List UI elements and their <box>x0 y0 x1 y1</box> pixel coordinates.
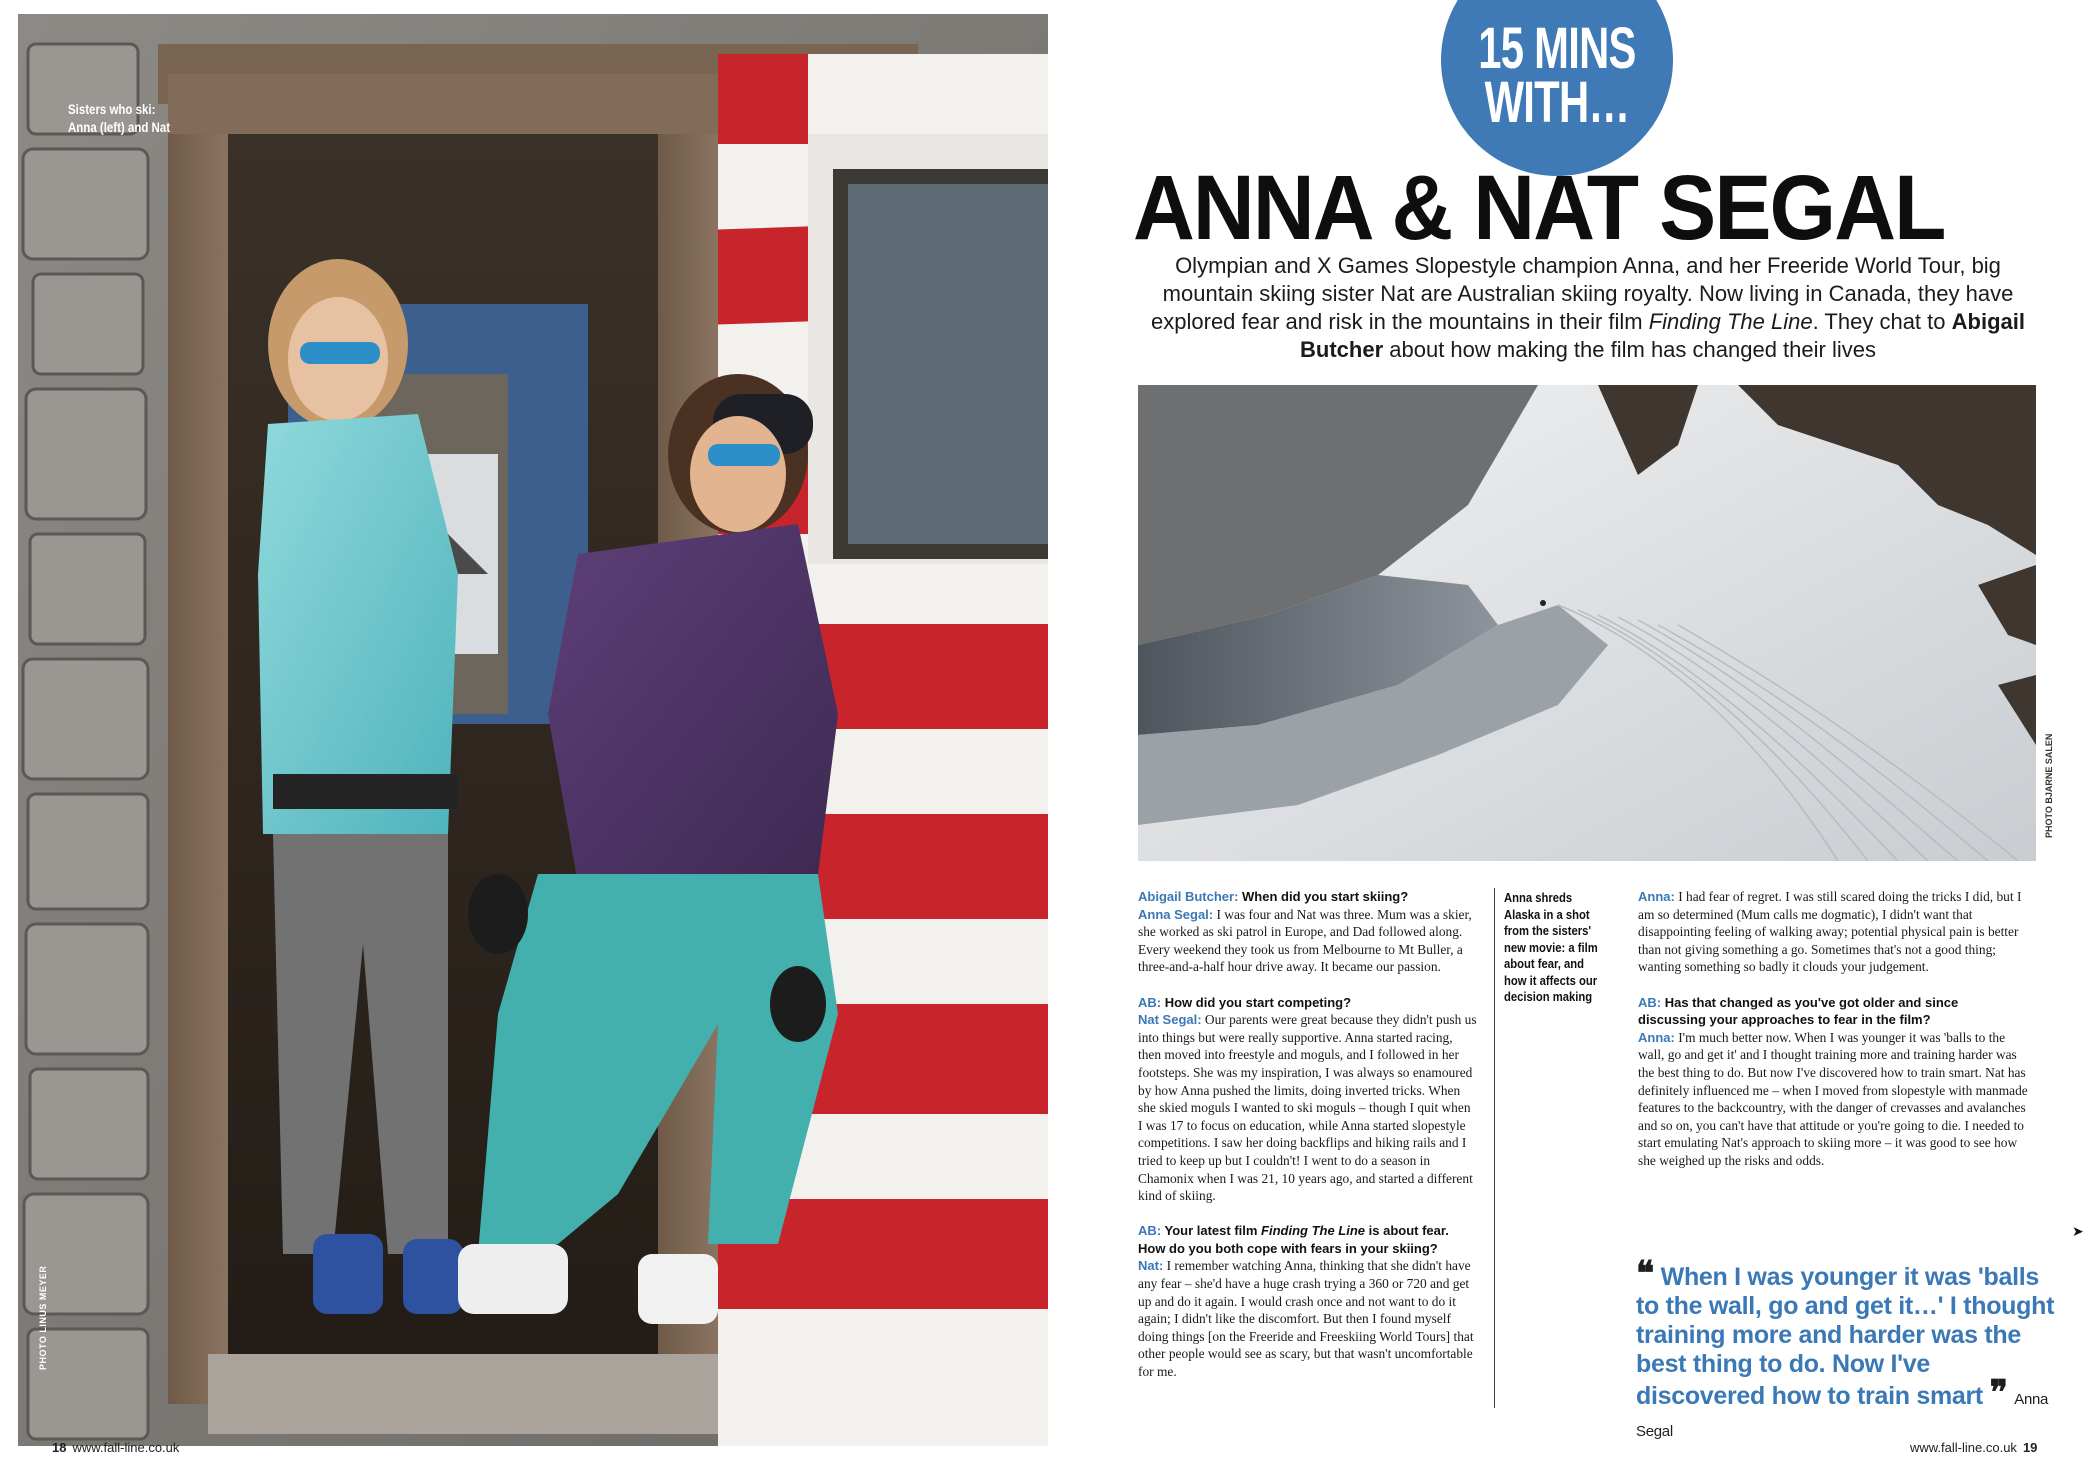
question-5-text: Has that changed as you've got older and since discussing your approaches to fear in the film? <box>1638 994 1959 1028</box>
answer-5-text: I'm much better now. When I was younger it was 'balls to the wall, go and get it' and I thought training more and training harder was the best thing to do. But now I've discovered how to train smart. Nat has definitely influenced me – when I moved from slopestyle with manmade features to the backcountry, with the danger of crevasses and avalanches and so on, you can't have that attitude or you're going to die. I needed to start emulating Nat's approach to skiing more – it was good to see how she weighed up the risks and odds. <box>1638 1029 2028 1168</box>
interviewer-name: Abigail Butcher: <box>1138 889 1239 904</box>
question-2-speaker: AB: <box>1138 994 1162 1010</box>
open-quote-icon: ❝ <box>1636 1256 1654 1293</box>
question-5-speaker: AB: <box>1638 994 1662 1010</box>
standfirst-film-title: Finding The Line <box>1648 309 1813 334</box>
standfirst-text-c: about how making the film has changed their lives <box>1383 337 1876 362</box>
answer-4-speaker: Anna: <box>1638 889 1675 904</box>
page-number-right: 19 <box>2022 1440 2038 1455</box>
section-badge <box>1441 0 1673 176</box>
pull-quote <box>1636 1256 2056 1446</box>
pull-quote-attribution: Anna Segal <box>1636 1391 2049 1440</box>
answer-1 <box>1138 906 1478 976</box>
answer-1-speaker: Anna Segal: <box>1138 906 1214 922</box>
sisters-doorway-photo <box>18 14 1053 1446</box>
photo-credit-left: PHOTO LINUS MEYER <box>38 1265 48 1370</box>
standfirst-text-a: Olympian and X Games Slopestyle champion Anna, and her Freeride World Tour, big mountain skiing sister Nat are Australian skiing royalty. Now living in Canada, they have explored fear and risk in the mountains in their film <box>1151 253 2014 334</box>
question-5 <box>1638 994 2028 1029</box>
answer-1-text: I was four and Nat was three. Mum was a skier, she worked as ski patrol in Europe, and Dad followed along. Every weekend they took us from Melbourne to Mt Buller, a three-and-a-half hour drive away. It became our passion. <box>1138 906 1472 975</box>
badge-text <box>1473 16 1640 135</box>
question-3-text-a: Your latest film <box>1161 1223 1262 1239</box>
folio-right <box>1910 1440 2037 1455</box>
photo-caption-right: Anna shreds Alaska in a shot from the sisters' new movie: a film about fear, and how it affects our decision making <box>1504 891 1598 1004</box>
folio-site-right: www.fall-line.co.uk <box>1910 1440 2017 1455</box>
question-3-film-title: Finding The Line <box>1261 1223 1366 1239</box>
photo-caption <box>68 100 232 136</box>
question-3-speaker: AB: <box>1138 1223 1162 1239</box>
question-1 <box>1138 888 1478 906</box>
article-column-2 <box>1638 888 2028 1187</box>
answer-5 <box>1638 1029 2028 1170</box>
photo-credit-right: PHOTO BJARNE SALEN <box>2044 733 2054 838</box>
answer-2 <box>1138 1011 1478 1205</box>
close-quote-icon: ❞ <box>1989 1375 2008 1412</box>
badge-line-1: 15 MINS <box>1478 16 1636 81</box>
right-page <box>1048 0 2096 1476</box>
standfirst <box>1138 252 2038 364</box>
question-2-text: How did you start competing? <box>1161 994 1352 1010</box>
answer-2-speaker: Nat Segal: <box>1138 1012 1202 1028</box>
alaska-ski-photo <box>1138 385 2036 861</box>
answer-4-text: I had fear of regret. I was still scared doing the tricks I did, but I am so determined (Mum calls me dogmatic), I didn't want that disappointing feeling of walking away; potential physical pain is better than not giving something a go. Sometimes that's not a good thing; wanting something so badly it clouds your judgement. <box>1638 889 2022 975</box>
article-column-1 <box>1138 888 1478 1398</box>
left-page <box>18 14 1053 1446</box>
caption-line-2: Anna (left) and Nat <box>68 119 171 135</box>
pull-quote-text: When I was younger it was 'balls to the wall, go and get it…' I thought training more and harder was the best thing to do. Now I've discovered how to train smart <box>1636 1263 2055 1410</box>
answer-5-speaker: Anna: <box>1638 1029 1675 1045</box>
question-3 <box>1138 1222 1478 1257</box>
answer-3-text: I remember watching Anna, thinking that she didn't have any fear – she'd have a huge crash trying a 360 or 720 and get up and do it again. I would crash once and not want to do it again; I didn't like the discomfort. But then I found myself doing things [on the Freeride and Freeskiing World Tours] that other people would see as scary, but that wasn't uncomfortable for me. <box>1138 1258 1474 1380</box>
answer-3-speaker: Nat: <box>1138 1258 1164 1274</box>
continue-arrow-icon: ➤ <box>2072 1223 2084 1239</box>
question-3-text-b: is about fear. How do you both cope with fears in your skiing? <box>1138 1223 1449 1256</box>
question-1-text: When did you start skiing? <box>1238 889 1409 904</box>
answer-4 <box>1638 888 2028 976</box>
badge-line-2: WITH… <box>1484 70 1630 135</box>
page-number-left: 18 <box>52 1440 67 1455</box>
caption-line-1: Sisters who ski: <box>68 101 156 117</box>
column-rule <box>1494 888 1495 1408</box>
question-2 <box>1138 994 1478 1012</box>
folio-left <box>52 1440 179 1455</box>
answer-2-text: Our parents were great because they didn't push us into things but were really supportive. Anna started racing, then moved into freestyle and moguls, and I followed in her footsteps. She was my inspiration, I was always so enamoured by how Anna pushed the limits, doing inverted tricks. When she skied moguls I wanted to ski moguls – though I quit when I was 17 to focus on education, while Anna started slopestyle competitions. I saw her doing backflips and hiking rails and I tried to keep up but I couldn't! I went to do a season in Chamonix when I was 21, 10 years ago, and started a different kind of skiing. <box>1138 1012 1477 1204</box>
standfirst-text-b: . They chat to <box>1812 309 1952 334</box>
headline: ANNA & NAT SEGAL <box>1133 157 1945 259</box>
folio-site-left: www.fall-line.co.uk <box>72 1440 180 1455</box>
answer-3 <box>1138 1257 1478 1380</box>
standfirst-author: Abigail Butcher <box>1300 309 2025 362</box>
